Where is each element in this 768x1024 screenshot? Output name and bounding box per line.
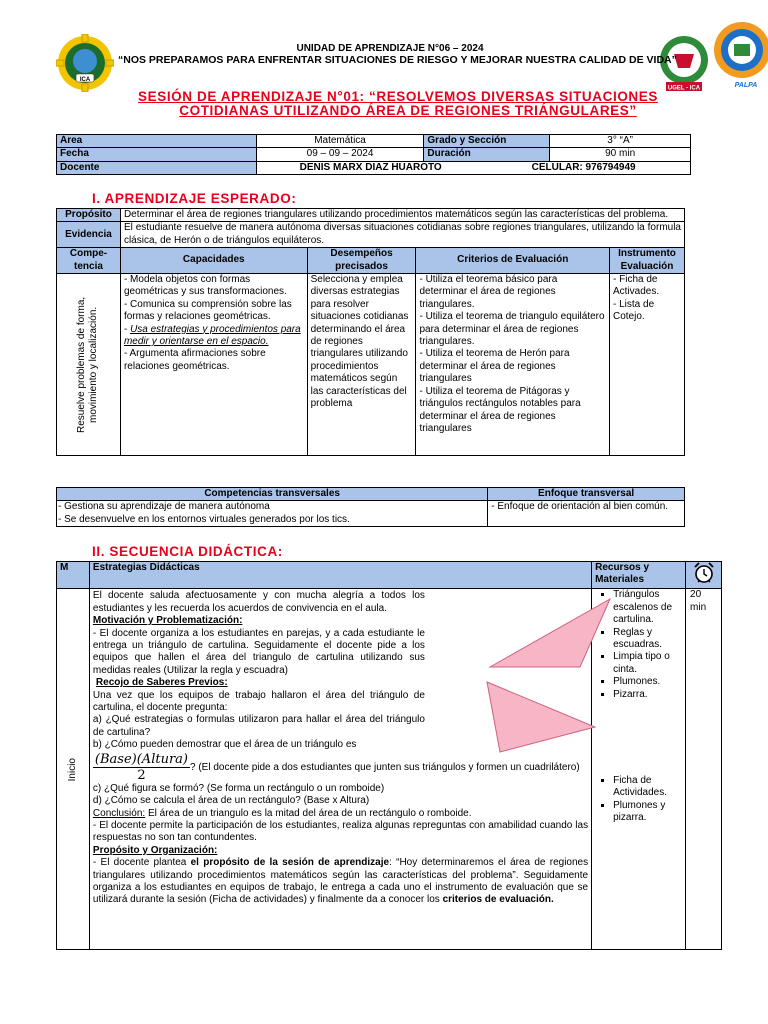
recurso-item: ▪ Reglas y escuadras. [613, 627, 682, 652]
transversal-items [57, 501, 488, 527]
docente-value: DENIS MARX DIAZ HUAROTO [299, 161, 442, 173]
competencia-cell [57, 274, 121, 456]
capacidad-2: - Comunica su comprensión sobre las formas y relaciones geométricas. [123, 298, 292, 323]
criterio-1: - Utiliza el teorema básico para determinar el área de regiones triangulares. [419, 274, 558, 310]
col-criterios: Criterios de Evaluación [416, 248, 610, 274]
instrumento-2: - Lista de Cotejo. [613, 298, 655, 323]
capacidad-4: - Argumenta afirmaciones sobre relaciones geométricas. [123, 348, 266, 372]
proposito-part-a: - El docente plantea [92, 857, 191, 869]
proposito-part-c: : “Hoy determinaremos el área de regiones triangulares utilizando procedimientos matemáticos según las características del problema”. Seguidamente organiza a los estudiantes en equipos de trabajo, le entrega a cada uno el instrumento de evaluación que se utilizará durante la sesión (Ficha de actividades) y finalmente da a conocer los [92, 857, 589, 906]
criterio-4: - Utiliza el teorema de Pitágoras y triángulos rectángulos notables para determinar el área de regiones triangulares [419, 385, 581, 434]
formula-numerator: (Base)(Altura) [94, 751, 188, 767]
recursos-list-2 [595, 775, 682, 825]
grado-value: 3° “A” [550, 135, 691, 148]
col-capacidades: Capacidades [120, 248, 307, 274]
sequence-table [56, 561, 722, 950]
question-b-formula [93, 752, 588, 783]
capacidad-3-dash: - [123, 323, 131, 335]
info-table [56, 134, 691, 175]
heading-proposito: Propósito y Organización: [92, 844, 218, 856]
criterio-3: - Utiliza el teorema de Herón para determinar el área de regiones triangulares [419, 348, 570, 385]
question-b: b) ¿Cómo pueden demostrar que el área de un triángulo es [92, 739, 357, 751]
col-estrategias: Estrategias Didácticas [89, 562, 591, 589]
paragraph-proposito [93, 857, 588, 907]
docente-row [256, 161, 690, 174]
triangle-1 [490, 599, 610, 667]
formula-denominator: 2 [137, 767, 146, 783]
instrumento-cell [610, 274, 685, 456]
school-logo-left [56, 34, 114, 92]
estrategias-cell [89, 589, 591, 950]
alarm-clock-icon [686, 562, 722, 589]
svg-text:UGEL - ICA: UGEL - ICA [667, 85, 701, 92]
question-a: a) ¿Qué estrategias o formulas utilizaron para hallar el área del triángulo de cartulina? [92, 714, 425, 738]
col-competencias-transversales: Competencias transversales [57, 488, 488, 501]
momento-cell [57, 589, 90, 950]
area-label: Área [57, 135, 257, 148]
evidencia-label: Evidencia [57, 222, 121, 248]
transversal-table [56, 487, 685, 527]
conclusion-text: El área de un triangulo es la mitad del área de un rectángulo o romboide. [145, 807, 472, 819]
conclusion [93, 808, 588, 820]
question-b-rest: ? (El docente pide a dos estudiantes que junten sus triángulos y formen un cuadrilátero) [190, 761, 580, 773]
recurso-item: ▪ Plumones y pizarra. [613, 800, 682, 825]
col-momento: M [57, 562, 90, 589]
capacidades-cell [120, 274, 307, 456]
heading-saberes: Recojo de Saberes Previos: [95, 677, 228, 689]
col-desempenos: Desempeños precisados [307, 248, 416, 274]
proposito-label: Propósito [57, 209, 121, 222]
recurso-item: ▪ Pizarra. [613, 689, 682, 701]
recurso-item: ▪ Ficha de Actividades. [613, 775, 682, 800]
desempeno-cell: Selecciona y emplea diversas estrategias para resolver situaciones cotidianas determinando el área de regiones triangulares utilizando procedimientos matemáticos según las características del problema [307, 274, 416, 456]
proposito-text: Determinar el área de regiones triangulares utilizando procedimientos matemáticos según las características del problema. [120, 209, 684, 222]
criterios-cell [416, 274, 610, 456]
capacidad-1: - Modela objetos con formas geométricas y sus transformaciones. [123, 274, 287, 298]
momento-text: Inicio [66, 757, 78, 782]
duracion-value: 90 min [550, 148, 691, 161]
competencia-text: Resuelve problemas de forma, movimiento y localización. [76, 296, 100, 433]
paragraph-motivacion: - El docente organiza a los estudiantes en parejas, y a cada estudiante le entrega un triángulo de cartulina. Seguidamente el docente pide a los equipos que hallen el área del triangulo de cartulina utilizando sus medidas reales (Utilizar la regla y escuadra) [92, 627, 425, 676]
fecha-value: 09 – 09 – 2024 [256, 148, 424, 161]
session-title [88, 90, 708, 118]
instrumento-1: - Ficha de Activades. [613, 274, 660, 298]
session-title-line1: SESIÓN DE APRENDIZAJE N°01: “RESOLVEMOS DIVERSAS SITUACIONES [138, 89, 658, 104]
triangle-illustrations [445, 597, 615, 757]
tiempo-cell: 20 min [686, 589, 722, 950]
session-title-line2: COTIDIANAS UTILIZANDO ÁREA DE REGIONES TRIÁNGULARES” [179, 103, 637, 118]
area-value: Matemática [256, 135, 424, 148]
capacidad-3-text: Usa estrategias y procedimientos para medir y orientarse en el espacio. [123, 323, 301, 348]
paragraph-saberes: Una vez que los equipos de trabajo hallaron el área del triángulo de cartulina, el docente pregunta: [92, 689, 425, 714]
recurso-item: ▪ Triángulos escalenos de cartulina. [613, 589, 682, 626]
heading-motivacion: Motivación y Problematización: [92, 615, 243, 627]
proposito-part-d: criterios de evaluación. [442, 894, 554, 906]
svg-text:PALPA: PALPA [734, 82, 758, 89]
celular-value: CELULAR: 976794949 [531, 161, 636, 173]
area-formula [93, 752, 190, 783]
unit-slogan: “NOS PREPARAMOS PARA ENFRENTAR SITUACIONES DE RIESGO Y MEJORAR NUESTRA CALIDAD DE VIDA” [118, 54, 677, 66]
criterio-2: - Utiliza el teorema de triangulo equilátero para determinar el área de regiones triangulares. [419, 311, 605, 348]
fecha-label: Fecha [57, 148, 257, 161]
docente-label: Docente [57, 161, 257, 174]
section1-title: I. APRENDIZAJE ESPERADO: [92, 191, 297, 206]
paragraph-saludo: El docente saluda afectuosamente y con mucha alegría a todos los estudiantes y les recuerda los acuerdos de convivencia en el aula. [92, 590, 425, 614]
svg-text:ICA: ICA [79, 77, 91, 83]
question-c: c) ¿Qué figura se formó? (Se forma un rectángulo o un romboide) [92, 782, 385, 794]
triangle-2 [487, 682, 595, 752]
paragraph-participacion: - El docente permite la participación de los estudiantes, realiza algunas repreguntas con amabilidad cuando las respuestas no son tan contundentes. [92, 819, 589, 844]
school-logo-right [710, 20, 768, 92]
unit-heading: UNIDAD DE APRENDIZAJE N°06 – 2024 [296, 43, 484, 54]
recurso-item: ▪ Plumones. [613, 676, 682, 688]
transversal-item-2: - Se desenvuelve en los entornos virtuales generados por los tics. [58, 513, 350, 525]
recurso-item: ▪ Limpia tipo o cinta. [613, 651, 682, 676]
proposito-part-b: el propósito de la sesión de aprendizaje [190, 857, 390, 869]
conclusion-label: Conclusión: [92, 807, 146, 819]
capacidad-3 [124, 324, 304, 349]
section2-title: II. SECUENCIA DIDÁCTICA: [92, 544, 283, 559]
col-recursos: Recursos y Materiales [592, 562, 686, 589]
transversal-item-1: - Gestiona su aprendizaje de manera autónoma [58, 501, 270, 513]
grado-label: Grado y Sección [424, 135, 550, 148]
col-enfoque-transversal: Enfoque transversal [488, 488, 685, 501]
evidencia-text: El estudiante resuelve de manera autónoma diversas situaciones cotidianas sobre regiones triangulares, utilizando la formula clásica, de Herón o de triángulos equiláteros. [120, 222, 684, 248]
col-competencia: Compe-tencia [57, 248, 121, 274]
learning-table [56, 208, 685, 456]
enfoque-text: - Enfoque de orientación al bien común. [488, 501, 685, 527]
question-d: d) ¿Cómo se calcula el área de un rectángulo? (Base x Altura) [92, 795, 370, 807]
col-instrumento: Instrumento Evaluación [610, 248, 685, 274]
duracion-label: Duración [424, 148, 550, 161]
